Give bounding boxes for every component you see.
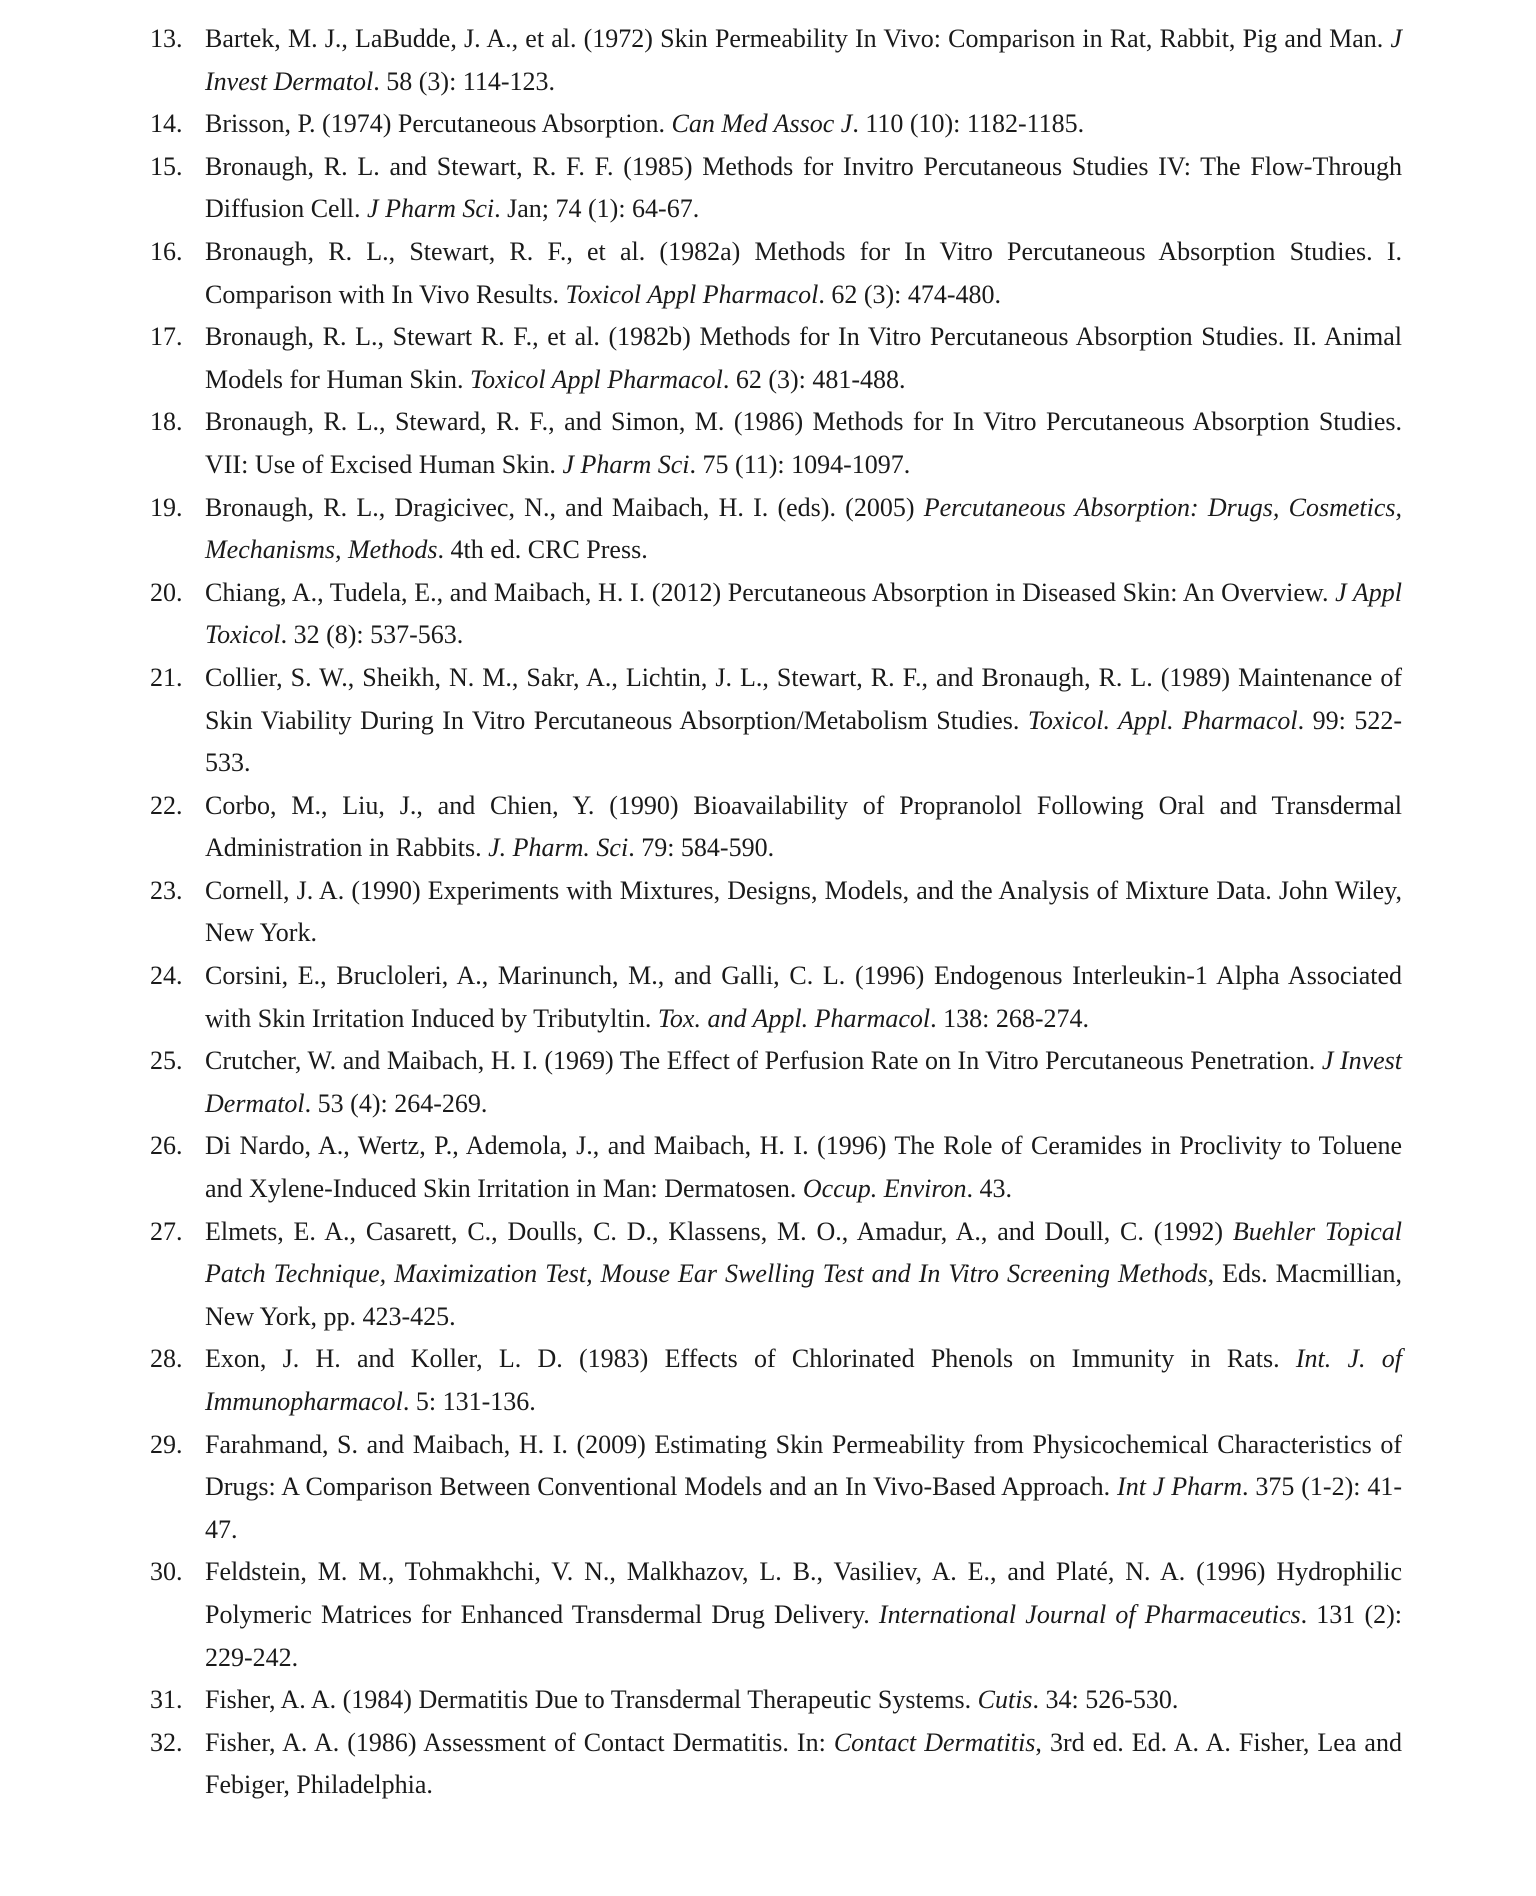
reference-italic-title: J Pharm Sci (367, 194, 495, 224)
reference-number: 27. (150, 1216, 183, 1246)
reference-text (205, 961, 1402, 1033)
reference-text (205, 493, 1402, 565)
reference-text (205, 1046, 1402, 1118)
reference-italic-title: Contact Dermatitis (833, 1727, 1036, 1757)
reference-segment: , Eds. Macmillian, New York, pp. 423-425. (205, 1259, 1402, 1331)
reference-entry (150, 1424, 1402, 1552)
reference-text (205, 791, 1402, 863)
reference-entry (150, 487, 1402, 572)
reference-number: 19. (150, 492, 183, 522)
reference-italic-title: Toxicol Appl Pharmacol (470, 364, 723, 394)
reference-segment: . 62 (3): 474-480. (818, 279, 1002, 309)
reference-segment: Bartek, M. J., LaBudde, J. A., et al. (1972) Skin Permeability In Vivo: Comparison in Rat, Rabbit, Pig and Man. (205, 24, 1391, 53)
reference-number: 28. (150, 1344, 183, 1374)
reference-segment: Elmets, E. A., Casarett, C., Doulls, C. D., Klassens, M. O., Amadur, A., and Doull, C. (1992) (205, 1216, 1233, 1246)
reference-text (205, 578, 1402, 650)
reference-number: 14. (150, 109, 183, 139)
reference-segment: Collier, S. W., Sheikh, N. M., Sakr, A., Lichtin, J. L., Stewart, R. F., and Bronaugh, R. L. (1989) Maintenance of Skin Viability During In Vitro Percutaneous Absorption/Metabolism Studies. (205, 662, 1402, 735)
reference-entry (150, 401, 1402, 486)
reference-text (205, 663, 1402, 777)
reference-segment: Crutcher, W. and Maibach, H. I. (1969) The Effect of Perfusion Rate on In Vitro Percutaneous Penetration. (205, 1046, 1322, 1076)
reference-number: 25. (150, 1046, 183, 1076)
reference-entry (150, 103, 1402, 146)
reference-segment: . 110 (10): 1182-1185. (852, 109, 1085, 139)
reference-segment: Bronaugh, R. L., Dragicivec, N., and Maibach, H. I. (eds). (2005) (205, 492, 924, 522)
reference-segment: Bronaugh, R. L., Stewart R. F., et al. (1982b) Methods for In Vitro Percutaneous Absorption Studies. II. Animal Models for Human Skin. (205, 322, 1402, 394)
reference-entry (150, 1338, 1402, 1423)
reference-entry (150, 1211, 1402, 1339)
reference-entry (150, 1679, 1402, 1722)
reference-number: 32. (150, 1727, 183, 1757)
reference-number: 15. (150, 151, 183, 181)
reference-italic-title: Int. J. of Immunopharmacol (205, 1344, 1402, 1416)
reference-number: 23. (150, 875, 183, 905)
reference-segment: . Jan; 74 (1): 64-67. (494, 194, 700, 224)
reference-segment: . 75 (11): 1094-1097. (689, 449, 911, 479)
reference-segment: . 43. (966, 1174, 1012, 1204)
reference-entry (150, 1551, 1402, 1679)
reference-text (205, 322, 1402, 394)
reference-segment: . 32 (8): 537-563. (280, 620, 464, 650)
reference-italic-title: Buehler Topical Patch Technique, Maximization Test, Mouse Ear Swelling Test and In Vitro Screening Methods (205, 1216, 1402, 1289)
reference-italic-title: J Invest Dermatol (205, 24, 1402, 96)
reference-segment: Bronaugh, R. L., Stewart, R. F., et al. (1982a) Methods for In Vitro Percutaneous Absorption Studies. I. Comparison with In Vivo Results. (205, 236, 1402, 309)
reference-segment: . 34: 526-530. (1032, 1685, 1179, 1715)
reference-entry (150, 316, 1402, 401)
reference-number: 21. (150, 662, 183, 692)
reference-number: 17. (150, 322, 183, 352)
reference-entry (150, 657, 1402, 785)
reference-text (205, 1557, 1402, 1671)
reference-text (205, 1728, 1402, 1800)
reference-italic-title: J Pharm Sci (562, 449, 690, 479)
reference-italic-title: J Appl Toxicol (205, 577, 1402, 650)
reference-number: 30. (150, 1557, 183, 1587)
reference-entry (150, 955, 1402, 1040)
reference-segment: Corsini, E., Brucloleri, A., Marinunch, M., and Galli, C. L. (1996) Endogenous Interleukin-1 Alpha Associated with Skin Irritation Induced by Tributyltin. (205, 961, 1402, 1033)
reference-number: 31. (150, 1685, 183, 1715)
reference-number: 20. (150, 577, 183, 607)
reference-segment: Exon, J. H. and Koller, L. D. (1983) Effects of Chlorinated Phenols on Immunity in Rats. (205, 1344, 1296, 1374)
reference-entry (150, 146, 1402, 231)
reference-segment: Corbo, M., Liu, J., and Chien, Y. (1990) Bioavailability of Propranolol Following Oral and Transdermal Administration in Rabbits. (205, 790, 1402, 863)
reference-segment: Farahmand, S. and Maibach, H. I. (2009) Estimating Skin Permeability from Physicochemical Characteristics of Drugs: A Comparison Between Conventional Models and an In Vivo-Based Approach. (205, 1429, 1402, 1502)
reference-number: 24. (150, 961, 183, 991)
reference-segment: . 138: 268-274. (930, 1003, 1090, 1033)
reference-entry (150, 18, 1402, 103)
reference-entry (150, 572, 1402, 657)
reference-text (205, 407, 1402, 479)
reference-italic-title: International Journal of Pharmaceutics (878, 1599, 1301, 1629)
reference-number: 18. (150, 407, 183, 437)
reference-segment: . 5: 131-136. (402, 1387, 536, 1416)
reference-segment: Bronaugh, R. L. and Stewart, R. F. F. (1985) Methods for Invitro Percutaneous Studies IV: The Flow-Through Diffusion Cell. (205, 151, 1402, 224)
reference-segment: Bronaugh, R. L., Steward, R. F., and Simon, M. (1986) Methods for In Vitro Percutaneous Absorption Studies. VII: Use of Excised Human Skin. (205, 407, 1402, 479)
reference-italic-title: Toxicol Appl Pharmacol (565, 279, 819, 309)
reference-entry (150, 1125, 1402, 1210)
reference-entry (150, 231, 1402, 316)
reference-segment: . 375 (1-2): 41-47. (205, 1472, 1402, 1544)
reference-list (150, 18, 1402, 1807)
reference-number: 22. (150, 790, 183, 820)
reference-text (205, 24, 1402, 96)
reference-segment: Fisher, A. A. (1986) Assessment of Contact Dermatitis. In: (205, 1727, 834, 1757)
reference-text (205, 1430, 1402, 1544)
reference-segment: . 99: 522-533. (205, 705, 1402, 778)
reference-italic-title: J. Pharm. Sci (488, 833, 629, 863)
reference-italic-title: Cutis (977, 1685, 1033, 1715)
reference-segment: Feldstein, M. M., Tohmakhchi, V. N., Malkhazov, L. B., Vasiliev, A. E., and Platé, N. A. (1996) Hydrophilic Polymeric Matrices for Enhanced Transdermal Drug Delivery. (205, 1557, 1402, 1629)
reference-italic-title: Tox. and Appl. Pharmacol (657, 1003, 931, 1033)
reference-text (205, 1685, 1178, 1714)
reference-segment: . 53 (4): 264-269. (304, 1088, 488, 1118)
reference-segment: , 3rd ed. Ed. A. A. Fisher, Lea and Febiger, Philadelphia. (205, 1727, 1402, 1800)
reference-italic-title: Toxicol. Appl. Pharmacol (1027, 705, 1298, 735)
reference-italic-title: Int J Pharm (1117, 1472, 1242, 1502)
reference-text (205, 109, 1084, 138)
reference-segment: Di Nardo, A., Wertz, P., Ademola, J., and Maibach, H. I. (1996) The Role of Ceramides in Proclivity to Toluene and Xylene-Induced Skin Irritation in Man: Dermatosen. (205, 1131, 1402, 1204)
reference-text (205, 152, 1402, 224)
reference-text (205, 1217, 1402, 1331)
reference-italic-title: J Invest Dermatol (205, 1046, 1403, 1118)
reference-entry (150, 785, 1402, 870)
reference-segment: Cornell, J. A. (1990) Experiments with Mixtures, Designs, Models, and the Analysis of Mixture Data. John Wiley, New York. (205, 875, 1402, 948)
reference-segment: . 62 (3): 481-488. (722, 364, 906, 394)
reference-segment: Fisher, A. A. (1984) Dermatitis Due to Transdermal Therapeutic Systems. (205, 1685, 978, 1715)
reference-number: 13. (150, 24, 183, 53)
reference-italic-title: Can Med Assoc J (671, 109, 853, 139)
reference-number: 26. (150, 1131, 183, 1161)
reference-number: 29. (150, 1429, 183, 1459)
reference-segment: . 58 (3): 114-123. (373, 66, 555, 96)
reference-entry (150, 1040, 1402, 1125)
reference-text (205, 237, 1402, 309)
reference-segment: . 4th ed. CRC Press. (437, 535, 648, 565)
reference-segment: Brisson, P. (1974) Percutaneous Absorption. (205, 109, 672, 139)
reference-italic-title: Occup. Environ (802, 1174, 967, 1204)
reference-segment: Chiang, A., Tudela, E., and Maibach, H. I. (2012) Percutaneous Absorption in Diseased Skin: An Overview. (205, 577, 1336, 607)
reference-segment: . 79: 584-590. (628, 833, 775, 863)
reference-text (205, 876, 1402, 948)
reference-number: 16. (150, 236, 183, 266)
reference-entry (150, 870, 1402, 955)
reference-italic-title: Percutaneous Absorption: Drugs, Cosmetics, Mechanisms, Methods (205, 492, 1402, 565)
reference-text (205, 1344, 1402, 1416)
reference-text (205, 1131, 1402, 1203)
reference-segment: . 131 (2): 229-242. (205, 1599, 1402, 1672)
reference-entry (150, 1722, 1402, 1807)
